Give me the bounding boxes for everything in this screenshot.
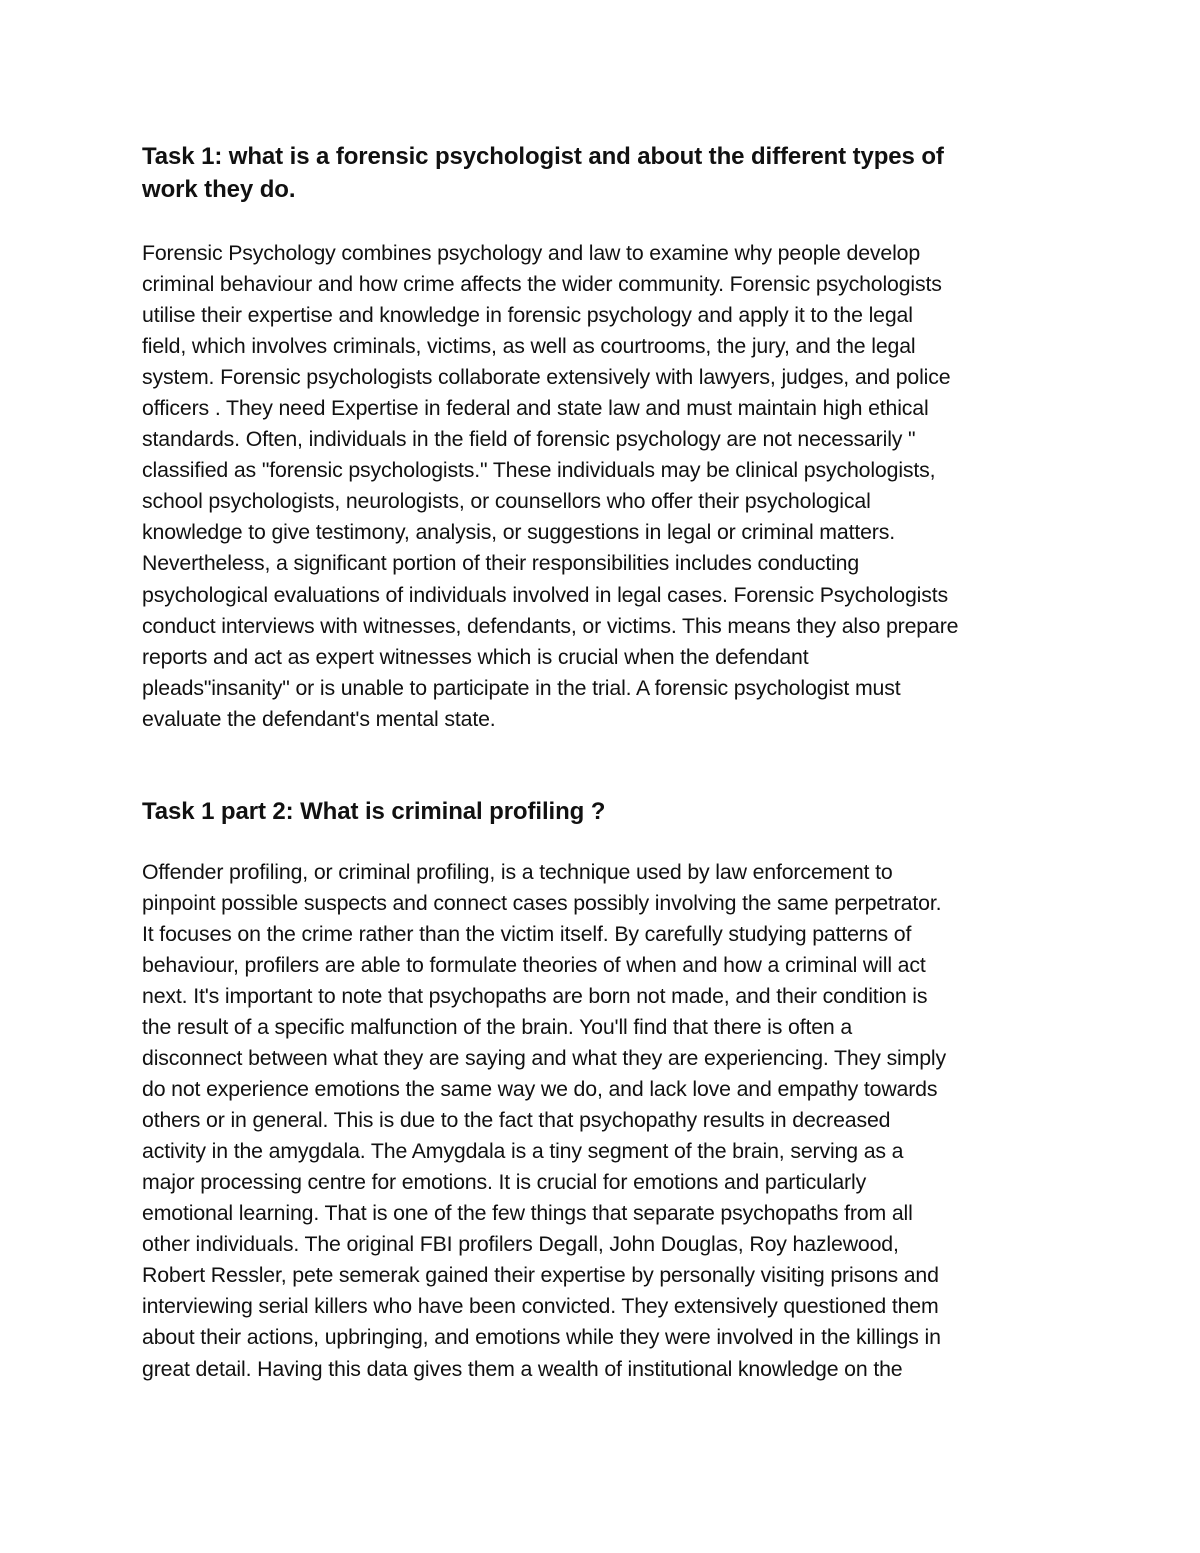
paragraph-line: next. It's important to note that psychopaths are born not made, and their condition is <box>142 983 928 1008</box>
paragraph-line: criminal behaviour and how crime affects the wider community. Forensic psychologists <box>142 272 942 297</box>
paragraph-line: utilise their expertise and knowledge in forensic psychology and apply it to the legal <box>142 303 913 328</box>
paragraph-line: do not experience emotions the same way we do, and lack love and empathy towards <box>142 1077 938 1102</box>
paragraph-line: behaviour, profilers are able to formulate theories of when and how a criminal will act <box>142 952 926 977</box>
section-1-paragraph <box>142 238 1072 735</box>
paragraph-line: Nevertheless, a significant portion of their responsibilities includes conducting <box>142 551 860 576</box>
paragraph-line: psychological evaluations of individuals involved in legal cases. Forensic Psychologists <box>142 582 948 607</box>
paragraph-line: pleads"insanity" or is unable to participate in the trial. A forensic psychologist must <box>142 675 901 700</box>
paragraph-line: Robert Ressler, pete semerak gained their expertise by personally visiting prisons and <box>142 1263 939 1288</box>
paragraph-line: reports and act as expert witnesses which is crucial when the defendant <box>142 644 809 669</box>
paragraph-line: knowledge to give testimony, analysis, or suggestions in legal or criminal matters. <box>142 520 896 545</box>
paragraph-line: pinpoint possible suspects and connect cases possibly involving the same perpetrator. <box>142 890 942 915</box>
heading-line: Task 1 part 2: What is criminal profiling ? <box>142 797 606 825</box>
paragraph-line: standards. Often, individuals in the field of forensic psychology are not necessarily " <box>142 427 916 452</box>
paragraph-line: the result of a specific malfunction of the brain. You'll find that there is often a <box>142 1014 853 1039</box>
paragraph-line: great detail. Having this data gives them a wealth of institutional knowledge on the <box>142 1356 903 1381</box>
heading-line: work they do. <box>142 176 296 203</box>
paragraph-line: classified as "forensic psychologists." These individuals may be clinical psychologists, <box>142 458 936 483</box>
paragraph-line: conduct interviews with witnesses, defendants, or victims. This means they also prepare <box>142 613 959 638</box>
paragraph-line: Offender profiling, or criminal profiling, is a technique used by law enforcement to <box>142 859 893 884</box>
section-2-paragraph <box>142 857 1072 1385</box>
document-body <box>142 140 1072 1385</box>
paragraph-line: disconnect between what they are saying and what they are experiencing. They simply <box>142 1046 947 1071</box>
paragraph-line: emotional learning. That is one of the few things that separate psychopaths from all <box>142 1201 913 1226</box>
paragraph-line: about their actions, upbringing, and emotions while they were involved in the killings in <box>142 1325 941 1350</box>
paragraph-line: major processing centre for emotions. It is crucial for emotions and particularly <box>142 1170 867 1195</box>
paragraph-line: It focuses on the crime rather than the victim itself. By carefully studying patterns of <box>142 921 912 946</box>
paragraph-line: activity in the amygdala. The Amygdala is a tiny segment of the brain, serving as a <box>142 1139 904 1164</box>
paragraph-line: school psychologists, neurologists, or counsellors who offer their psychological <box>142 489 871 514</box>
paragraph-line: others or in general. This is due to the fact that psychopathy results in decreased <box>142 1108 891 1133</box>
paragraph-line: Forensic Psychology combines psychology and law to examine why people develop <box>142 241 921 265</box>
section-1-heading <box>142 140 1072 206</box>
section-2-heading <box>142 795 1072 828</box>
paragraph-line: evaluate the defendant's mental state. <box>142 706 496 731</box>
paragraph-line: other individuals. The original FBI profilers Degall, John Douglas, Roy hazlewood, <box>142 1232 899 1257</box>
paragraph-line: field, which involves criminals, victims, as well as courtrooms, the jury, and the legal <box>142 334 916 359</box>
paragraph-line: interviewing serial killers who have been convicted. They extensively questioned them <box>142 1294 939 1319</box>
paragraph-line: officers . They need Expertise in federal and state law and must maintain high ethical <box>142 396 929 421</box>
heading-line: Task 1: what is a forensic psychologist and about the different types of <box>142 143 944 170</box>
paragraph-line: system. Forensic psychologists collaborate extensively with lawyers, judges, and police <box>142 365 951 390</box>
